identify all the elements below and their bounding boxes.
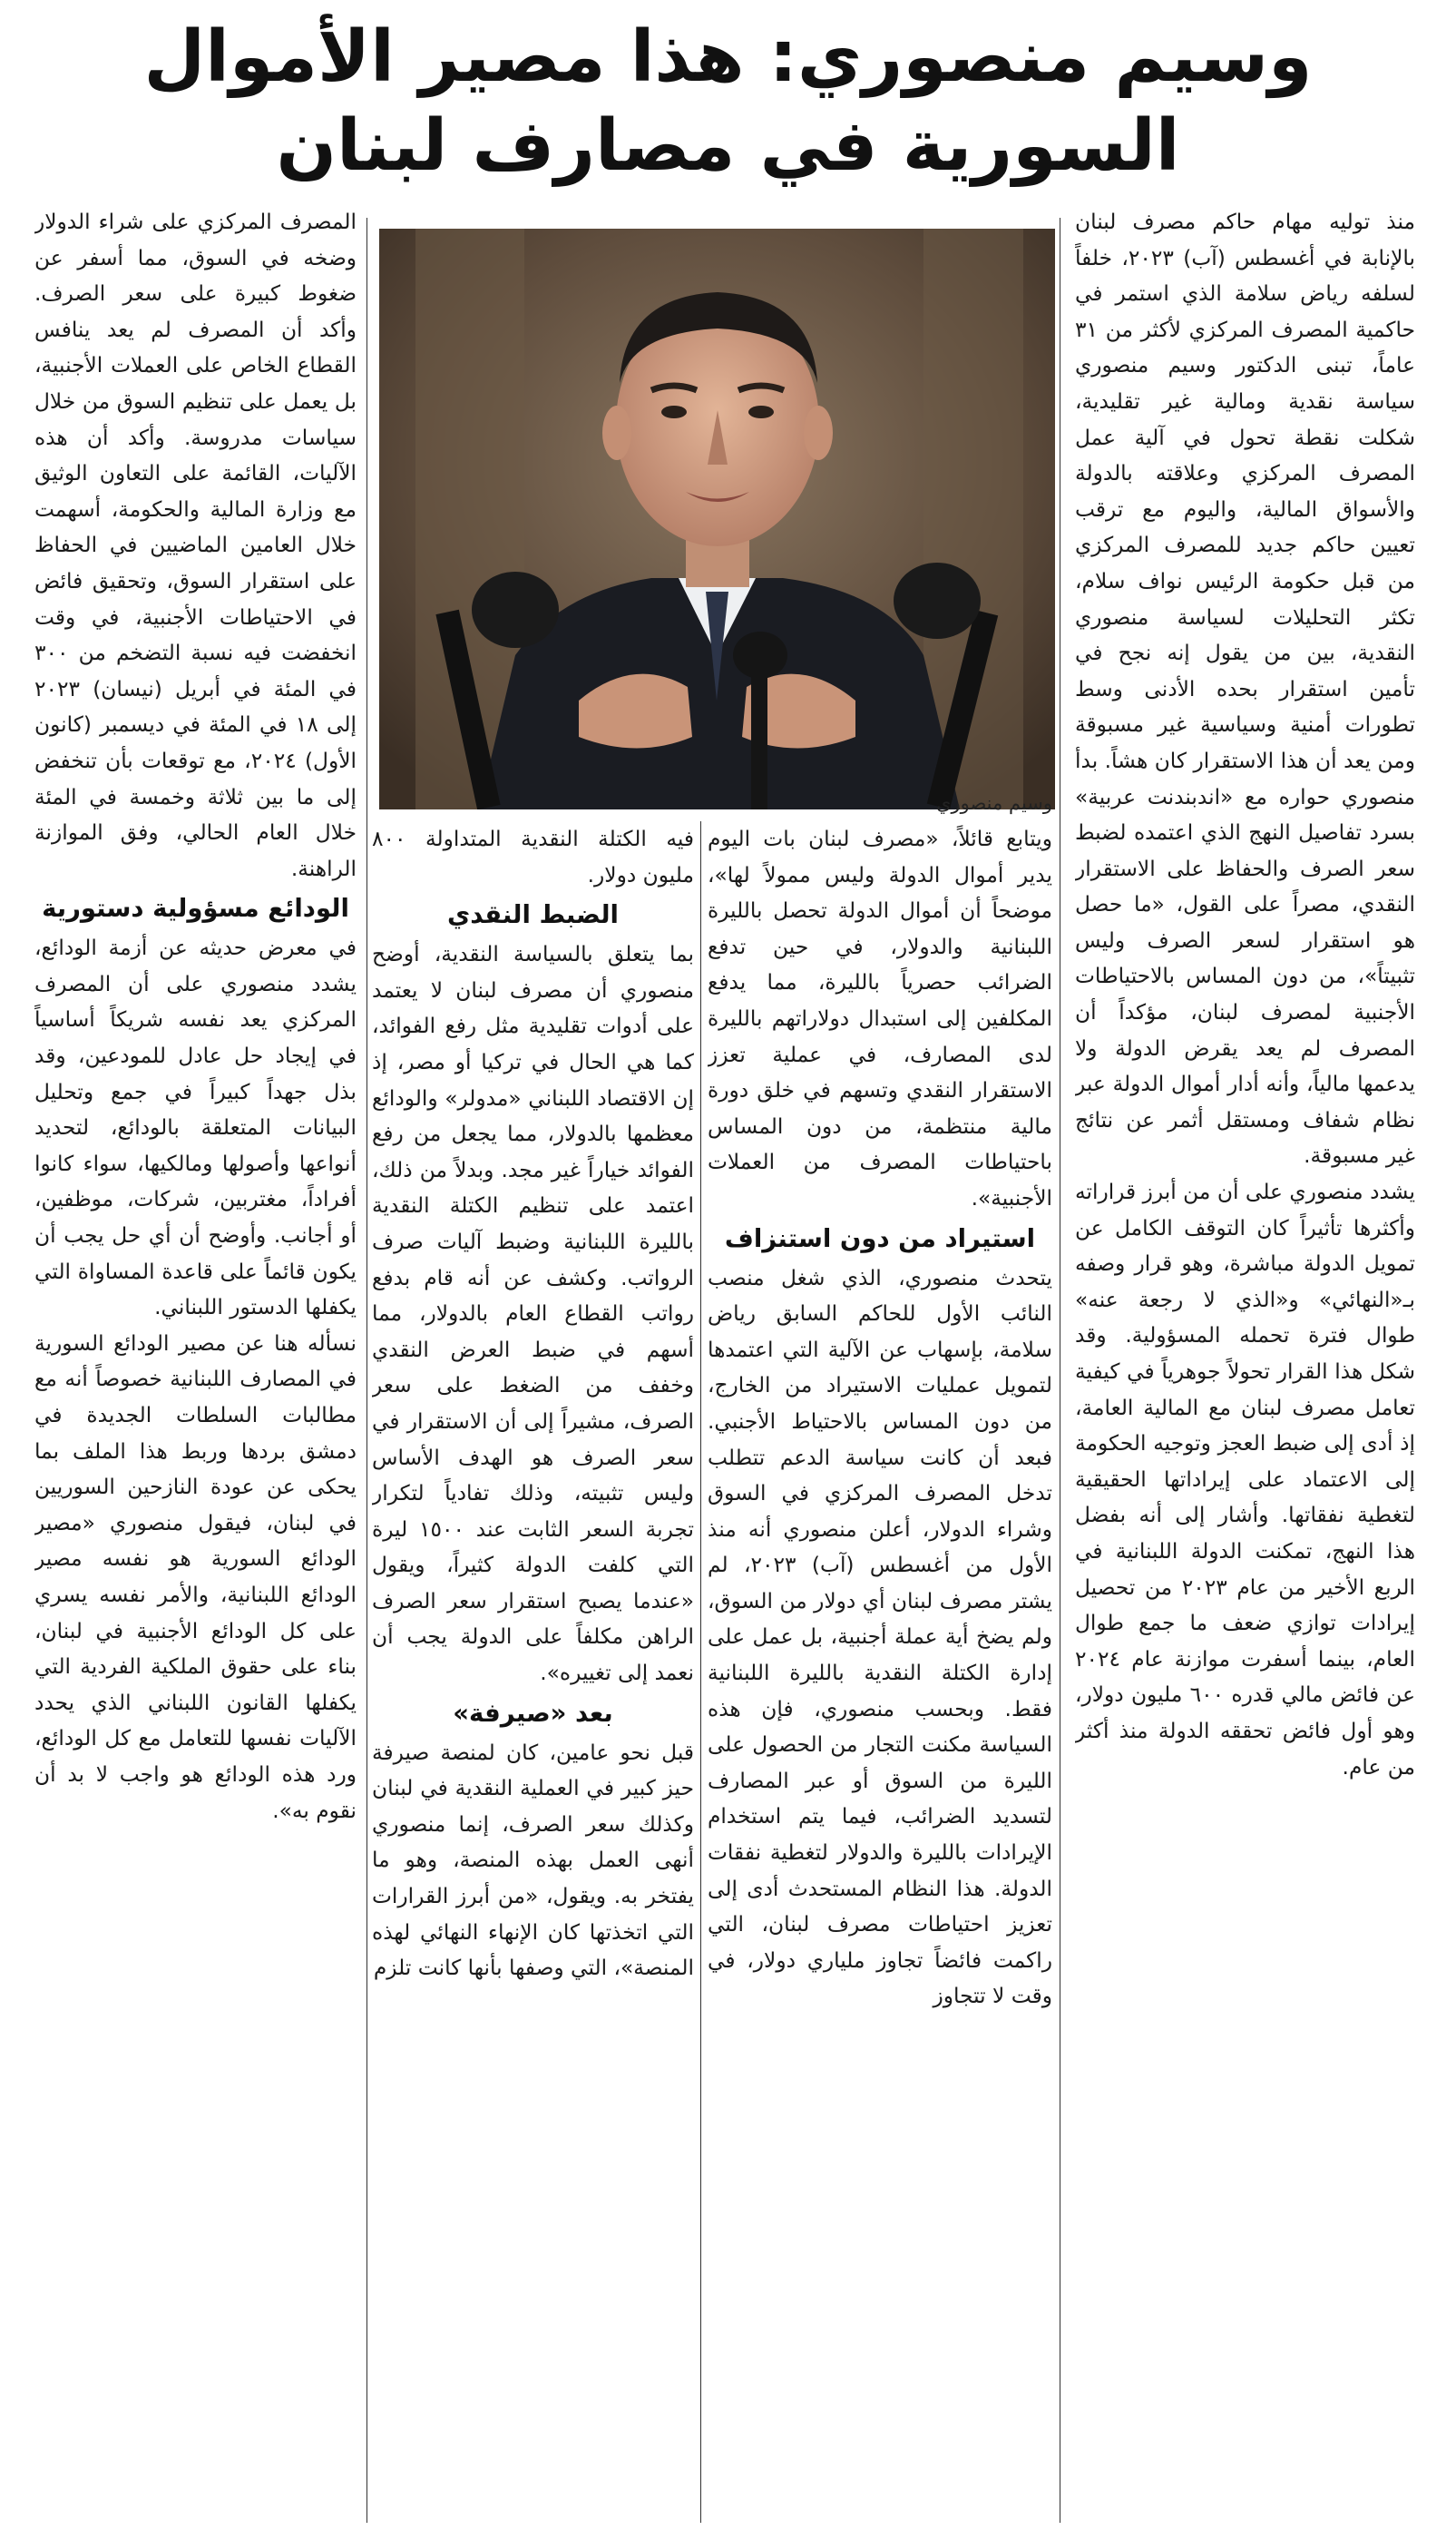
paragraph: نسأله هنا عن مصير الودائع السورية في المصارف اللبنانية خصوصاً أنه مع مطالبات السلطات الجديدة في دمشق بردها وربط هذا الملف بما يحكى عن عودة النازحين السوريين في لبنان، فيقول منصوري «مصير الودائع السورية هو نفسه مصير الودائع اللبنانية، والأمر نفسه يسري على كل الودائع الأجنبية في لبنان، بناء على حقوق الملكية الفردية التي يكفلها القانون اللبناني الذي يحدد الآليات نفسها للتعامل مع كل الودائع، ورد هذه الودائع هو واجب لا بد أن نقوم به». xyxy=(34,1330,357,1823)
headline-line-1: وسيم منصوري: هذا مصير الأموال xyxy=(143,16,1313,98)
section-subheading: الضبط النقدي xyxy=(447,900,619,930)
portrait-photo-illustration xyxy=(379,229,1055,809)
photo-caption: وسيم منصوري xyxy=(936,792,1052,814)
portrait-photo xyxy=(379,229,1055,809)
paragraph: في معرض حديثه عن أزمة الودائع، يشدد منصوري على أن المصرف المركزي يعد نفسه شريكاً أساسياً في إيجاد حل عادل للمودعين، وقد بذل جهداً كبيراً في جمع وتحليل البيانات المتعلقة بالودائع، لتحديد أنواعها وأصولها ومالكيها، سواء كانوا أفراداً، مغتربين، شركات، موظفين، أو أجانب. وأوضح أن أي حل يجب أن يكون قائماً على قاعدة المساواة التي يكفلها الدستور اللبناني. xyxy=(34,936,357,1320)
paragraph: بما يتعلق بالسياسة النقدية، أوضح منصوري أن مصرف لبنان لا يعتمد على أدوات تقليدية مثل رفع الفوائد، كما هي الحال في تركيا أو مصر، إذ إن الاقتصاد اللبناني «مدولر» والودائع معظمها بالدولار، مما يجعل من رفع الفوائد خياراً غير مجد. وبدلاً من ذلك، اعتمد على تنظيم الكتلة النقدية بالليرة اللبنانية وضبط آليات صرف الرواتب. وكشف عن أنه قام بدفع رواتب القطاع العام بالدولار، مما أسهم في ضبط العرض النقدي وخفف من الضغط على سعر الصرف، مشيراً إلى أن الاستقرار في سعر الصرف هو الهدف الأساس وليس تثبيته، وذلك تفادياً لتكرار تجربة السعر الثابت عند ١٥٠٠ ليرة التي كلفت الدولة كثيراً، ويقول «عندما يصبح استقرار سعر الصرف الراهن مكلفاً على الدولة يجب أن نعمد إلى تغييره». xyxy=(372,942,694,1686)
paragraph: منذ توليه مهام حاكم مصرف لبنان بالإنابة في أغسطس (آب) ٢٠٢٣، خلفاً لسلفه رياض سلامة الذي استمر في حاكمية المصرف المركزي لأكثر من ٣١ عاماً، تبنى الدكتور وسيم منصوري سياسة نقدية ومالية غير تقليدية، شكلت نقطة تحول في آلية عمل المصرف المركزي وعلاقته بالدولة والأسواق المالية، واليوم مع ترقب تعيين حاكم جديد للمصرف المركزي من قبل حكومة الرئيس نواف سلام، تكثر التحليلات لسياسة منصوري النقدية، بين من يقول إنه نجح في تأمين استقرار بحده الأدنى وسط تطورات أمنية وسياسية غير مسبوقة ومن يعد أن هذا الاستقرار كان هشاً. بدأ منصوري حواره مع «اندبندنت عربية» بسرد تفاصيل النهج الذي اعتمده لضبط سعر الصرف والحفاظ على الاستقرار النقدي، مصراً على القول، «ما حصل هو استقرار لسعر الصرف وليس تثبيتاً»، من دون المساس بالاحتياطات الأجنبية لمصرف لبنان، مؤكداً أن المصرف لم يعد يقرض الدولة ولا يدعمها مالياً، وأنه أدار أموال الدولة عبر نظام شفاف ومستقل أثمر عن نتائج غير مسبوقة. xyxy=(1075,210,1415,1169)
paragraph: يشدد منصوري على أن من أبرز قراراته وأكثرها تأثيراً كان التوقف الكامل عن تمويل الدولة مباشرة، وهو قرار وصفه بـ«النهائي» و«الذي لا رجعة عنه» طوال فترة تحمله المسؤولية. وقد شكل هذا القرار تحولاً جوهرياً في كيفية تعامل مصرف لبنان مع المالية العامة، إذ أدى إلى ضبط العجز وتوجيه الحكومة إلى الاعتماد على إيراداتها الحقيقية لتغطية نفقاتها. وأشار إلى أنه بفضل هذا النهج، تمكنت الدولة اللبنانية في الربع الأخير من عام ٢٠٢٣ من تحصيل إيرادات توازي ضعف ما جمع طوال العام، بينما أسفرت موازنة عام ٢٠٢٤ عن فائض مالي قدره ٦٠٠ مليون دولار، وهو أول فائض تحققه الدولة منذ أكثر من عام. xyxy=(1075,1180,1415,1780)
article-column-1 xyxy=(1075,204,1415,2527)
article-headline xyxy=(54,13,1402,199)
section-subheading: الودائع مسؤولية دستورية xyxy=(42,894,349,924)
article-column-4 xyxy=(34,204,357,2527)
article-column-3 xyxy=(372,821,694,2527)
paragraph: ويتابع قائلاً، «مصرف لبنان بات اليوم يدير أموال الدولة وليس ممولاً لها»، موضحاً أن أموال الدولة تحصل بالليرة اللبنانية والدولار، في حين تدفع الضرائب حصرياً بالليرة، مما يدفع المكلفين إلى استبدال دولاراتهم بالليرة لدى المصارف، في عملية تعزز الاستقرار النقدي وتسهم في خلق دورة مالية منتظمة، من دون المساس باحتياطات المصرف من العملات الأجنبية». xyxy=(708,827,1052,1211)
headline-line-2: السورية في مصارف لبنان xyxy=(276,105,1180,187)
section-subheading: بعد «صيرفة» xyxy=(453,1698,613,1728)
article-column-2 xyxy=(708,821,1052,2527)
column-divider-2 xyxy=(700,821,701,2523)
section-subheading: استيراد من دون استنزاف xyxy=(724,1223,1036,1253)
paragraph: يتحدث منصوري، الذي شغل منصب النائب الأول للحاكم السابق رياض سلامة، بإسهاب عن الآلية التي اعتمدها لتمويل عمليات الاستيراد من الخارج، من دون المساس بالاحتياط الأجنبي. فبعد أن كانت سياسة الدعم تتطلب تدخل المصرف المركزي في السوق وشراء الدولار، أعلن منصوري أنه منذ الأول من أغسطس (آب) ٢٠٢٣، لم يشتر مصرف لبنان أي دولار من السوق، ولم يضخ أية عملة أجنبية، بل عمل على إدارة الكتلة النقدية بالليرة اللبنانية فقط. وبحسب منصوري، فإن هذه السياسة مكنت التجار من الحصول على الليرة من السوق أو عبر المصارف لتسديد الضرائب، فيما يتم استخدام الإيرادات بالليرة والدولار لتغطية نفقات الدولة. هذا النظام المستحدث أدى إلى تعزيز احتياطات مصرف لبنان، التي راكمت فائضاً تجاوز ملياري دولار، في وقت لا تتجاوز xyxy=(708,1265,1052,2009)
paragraph: قبل نحو عامين، كان لمنصة صيرفة حيز كبير في العملية النقدية في لبنان وكذلك سعر الصرف، إنما منصوري أنهى العمل بهذه المنصة، وهو ما يفتخر به. ويقول، «من أبرز القرارات التي اتخذتها كان الإنهاء النهائي لهذه المنصة»، التي وصفها بأنها كانت تلزم xyxy=(372,1740,694,1981)
paragraph: فيه الكتلة النقدية المتداولة ٨٠٠ مليون دولار. xyxy=(372,827,694,888)
paragraph: المصرف المركزي على شراء الدولار وضخه في السوق، مما أسفر عن ضغوط كبيرة على سعر الصرف. وأكد أن المصرف لم يعد ينافس القطاع الخاص على العملات الأجنبية، بل يعمل على تنظيم السوق من خلال سياسات مدروسة. وأكد أن هذه الآليات، القائمة على التعاون الوثيق مع وزارة المالية والحكومة، أسهمت خلال العامين الماضيين في الحفاظ على استقرار السوق، وتحقيق فائض في الاحتياطات الأجنبية، في وقت انخفضت فيه نسبة التضخم من ٣٠٠ في المئة في أبريل (نيسان) ٢٠٢٣ إلى ١٨ في المئة في ديسمبر (كانون الأول) ٢٠٢٤، مع توقعات بأن تنخفض إلى ما بين ثلاثة وخمسة في المئة خلال العام الحالي، وفق الموازنة الراهنة. xyxy=(34,210,357,881)
column-divider-3 xyxy=(366,218,367,2523)
